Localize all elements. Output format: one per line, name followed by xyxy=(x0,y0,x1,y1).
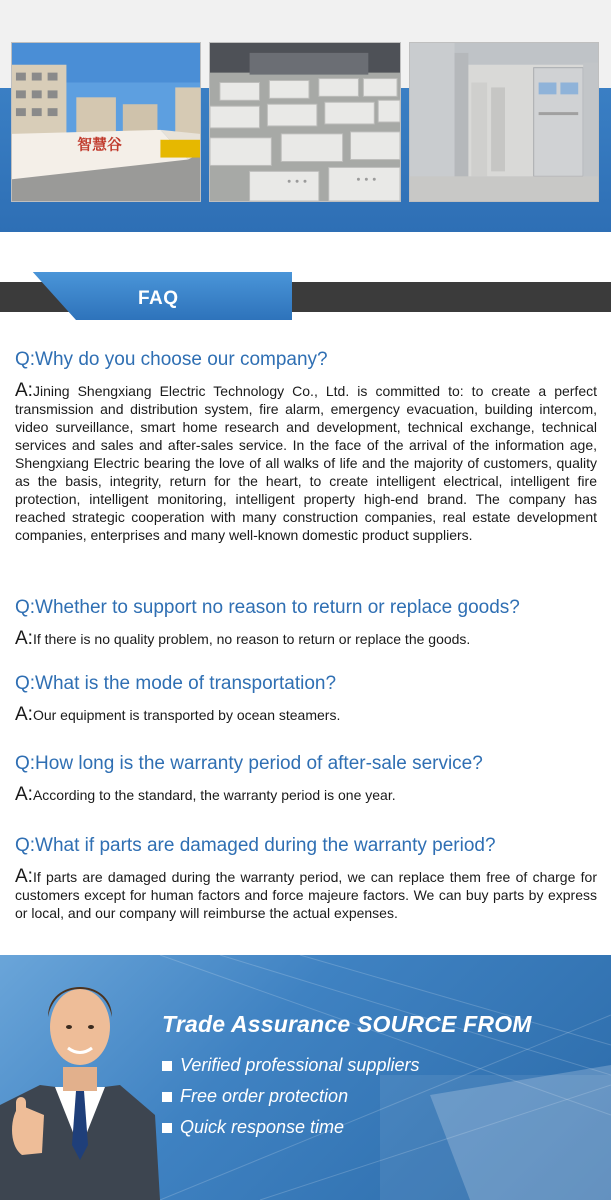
answer-mark: A: xyxy=(15,866,33,887)
trade-assurance-title: Trade Assurance SOURCE FROM xyxy=(162,1011,532,1037)
faq-answer-text: If parts are damaged during the warranty period, we can replace them free of charge for customers except for human factors and force majeure factors. We can buy parts by express or local, and our company will reimburse the actual expenses. xyxy=(15,869,597,921)
square-bullet-icon xyxy=(162,1061,172,1071)
answer-mark: A: xyxy=(15,704,33,725)
answer-mark: A: xyxy=(15,628,33,649)
trade-feature-item xyxy=(162,1055,419,1076)
faq-banner xyxy=(0,272,611,320)
faq-item xyxy=(15,834,597,922)
answer-mark: A: xyxy=(15,380,33,401)
faq-question: Q:What if parts are damaged during the warranty period? xyxy=(15,835,496,856)
faq-title: FAQ xyxy=(138,288,179,309)
faq-item xyxy=(15,596,597,648)
faq-question: Q:Why do you choose our company? xyxy=(15,349,328,370)
faq-question: Q:Whether to support no reason to return or replace goods? xyxy=(15,597,520,618)
trade-feature-text: Verified professional suppliers xyxy=(180,1055,420,1075)
workshop-enclosures-photo xyxy=(209,42,401,202)
faq-question: Q:How long is the warranty period of after-sale service? xyxy=(15,753,483,774)
businessman-illustration xyxy=(0,955,160,1200)
campus-gate-photo xyxy=(11,42,201,202)
trade-feature-text: Quick response time xyxy=(180,1117,345,1137)
faq-item xyxy=(15,348,597,544)
square-bullet-icon xyxy=(162,1123,172,1133)
trade-feature-item xyxy=(162,1117,344,1138)
faq-answer-text: According to the standard, the warranty period is one year. xyxy=(32,787,396,803)
faq-answer xyxy=(15,786,597,804)
trade-assurance-banner xyxy=(0,955,611,1200)
faq-answer xyxy=(15,868,597,922)
trade-feature-item xyxy=(162,1086,348,1107)
faq-item xyxy=(15,752,597,804)
switchgear-cabinets-photo xyxy=(409,42,599,202)
campus-sign-text: 智慧谷 xyxy=(77,136,122,154)
answer-mark: A: xyxy=(15,784,33,805)
faq-answer xyxy=(15,630,597,648)
faq-answer-text: Our equipment is transported by ocean steamers. xyxy=(32,707,341,723)
faq-question: Q:What is the mode of transportation? xyxy=(15,673,337,694)
faq-answer xyxy=(15,382,597,544)
faq-answer xyxy=(15,706,597,724)
square-bullet-icon xyxy=(162,1092,172,1102)
faq-answer-text: Jining Shengxiang Electric Technology Co., Ltd. is committed to: to create a perfect transmission and distribution system, fire alarm, emergency evacuation, building intercom, video surveillance, smart home research and development, technical exchange, technical services and sales and after-sales service. In the face of the arrival of the information age, Shengxiang Electric bearing the love of all walks of life and the majority of customers, quality as the basis, integrity, return for the heart, to create intelligent electrical, intelligent fire protection, intelligent monitoring, intelligent property high-end brand. The company has reached strategic cooperation with many construction companies, real estate development companies, enterprises and many well-known domestic product suppliers. xyxy=(15,383,597,543)
faq-answer-text: If there is no quality problem, no reason to return or replace the goods. xyxy=(32,631,471,647)
faq-item xyxy=(15,672,597,724)
trade-feature-text: Free order protection xyxy=(180,1086,349,1106)
